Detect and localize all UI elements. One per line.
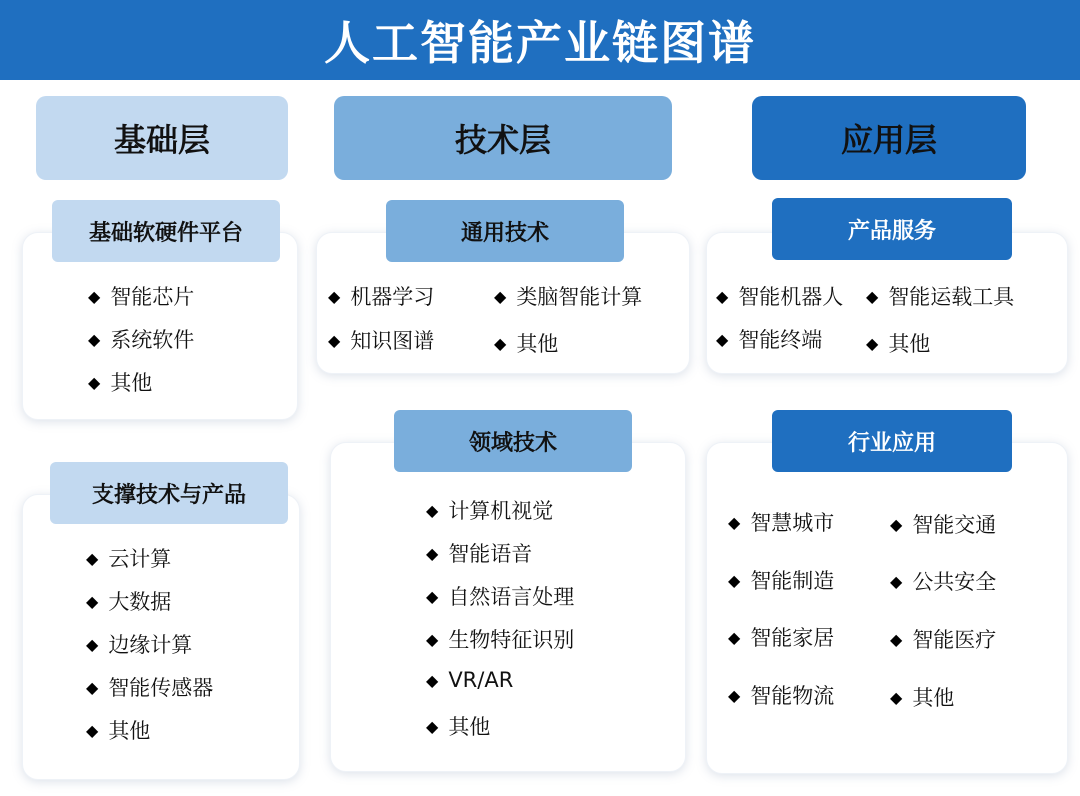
card-app-industry xyxy=(706,442,1068,774)
list-item: ◆ 其他 xyxy=(494,332,559,356)
list-item: ◆ 智能运载工具 xyxy=(866,285,1015,309)
diamond-bullet-icon: ◆ xyxy=(728,627,741,647)
list-item: ◆ 其他 xyxy=(426,715,491,739)
diamond-bullet-icon: ◆ xyxy=(426,629,439,649)
diamond-bullet-icon: ◆ xyxy=(728,570,741,590)
group-title-base-support: 支撑技术与产品 xyxy=(50,462,288,524)
diamond-bullet-icon: ◆ xyxy=(88,372,101,392)
diamond-bullet-icon: ◆ xyxy=(88,329,101,349)
list-item: ◆ 智能制造 xyxy=(728,569,835,593)
title-banner xyxy=(0,0,1080,80)
diamond-bullet-icon: ◆ xyxy=(728,685,741,705)
layer-header-tech: 技术层 xyxy=(334,96,672,180)
diamond-bullet-icon: ◆ xyxy=(86,591,99,611)
diamond-bullet-icon: ◆ xyxy=(328,286,341,306)
diamond-bullet-icon: ◆ xyxy=(86,677,99,697)
list-item: ◆ 智能终端 xyxy=(716,328,823,352)
diamond-bullet-icon: ◆ xyxy=(716,286,729,306)
diamond-bullet-icon: ◆ xyxy=(426,543,439,563)
layer-header-app: 应用层 xyxy=(752,96,1026,180)
list-item: ◆ 类脑智能计算 xyxy=(494,285,643,309)
diamond-bullet-icon: ◆ xyxy=(866,333,879,353)
list-item: ◆ 智能语音 xyxy=(426,542,533,566)
diamond-bullet-icon: ◆ xyxy=(494,286,507,306)
diamond-bullet-icon: ◆ xyxy=(86,548,99,568)
list-item: ◆ 智能医疗 xyxy=(890,628,997,652)
list-item: ◆ 智能芯片 xyxy=(88,285,195,309)
list-item: ◆ 边缘计算 xyxy=(86,633,193,657)
group-title-tech-domain: 领域技术 xyxy=(394,410,632,472)
list-item: ◆ 智能交通 xyxy=(890,513,997,537)
diamond-bullet-icon: ◆ xyxy=(866,286,879,306)
list-item: ◆ 其他 xyxy=(866,332,931,356)
group-title-tech-general: 通用技术 xyxy=(386,200,624,262)
list-item: ◆ 智能机器人 xyxy=(716,285,844,309)
list-item: ◆ 其他 xyxy=(88,371,153,395)
list-item: ◆ 生物特征识别 xyxy=(426,628,575,652)
page-title: 人工智能产业链图谱 xyxy=(324,16,756,70)
group-title-base-platform: 基础软硬件平台 xyxy=(52,200,280,262)
diamond-bullet-icon: ◆ xyxy=(426,586,439,606)
list-item: ◆ 系统软件 xyxy=(88,328,195,352)
list-item: ◆ 知识图谱 xyxy=(328,329,435,353)
list-item: ◆ 公共安全 xyxy=(890,570,997,594)
list-item: ◆ 智能家居 xyxy=(728,626,835,650)
list-item: ◆ 计算机视觉 xyxy=(426,499,554,523)
list-item: ◆ 机器学习 xyxy=(328,285,435,309)
list-item: ◆ 智能物流 xyxy=(728,684,835,708)
diamond-bullet-icon: ◆ xyxy=(890,629,903,649)
diamond-bullet-icon: ◆ xyxy=(86,634,99,654)
list-item: ◆ 其他 xyxy=(890,686,955,710)
group-title-app-industry: 行业应用 xyxy=(772,410,1012,472)
list-item: ◆ 智能传感器 xyxy=(86,676,214,700)
diamond-bullet-icon: ◆ xyxy=(426,716,439,736)
group-title-app-products: 产品服务 xyxy=(772,198,1012,260)
diamond-bullet-icon: ◆ xyxy=(890,687,903,707)
diamond-bullet-icon: ◆ xyxy=(328,330,341,350)
diamond-bullet-icon: ◆ xyxy=(494,333,507,353)
diamond-bullet-icon: ◆ xyxy=(890,514,903,534)
diamond-bullet-icon: ◆ xyxy=(426,670,439,690)
diamond-bullet-icon: ◆ xyxy=(426,500,439,520)
list-item: ◆ 其他 xyxy=(86,719,151,743)
list-item: ◆ 大数据 xyxy=(86,590,172,614)
diamond-bullet-icon: ◆ xyxy=(728,512,741,532)
list-item: ◆ VR/AR xyxy=(426,668,514,692)
diamond-bullet-icon: ◆ xyxy=(86,720,99,740)
list-item: ◆ 自然语言处理 xyxy=(426,585,575,609)
diamond-bullet-icon: ◆ xyxy=(88,286,101,306)
list-item: ◆ 云计算 xyxy=(86,547,172,571)
layer-header-base: 基础层 xyxy=(36,96,288,180)
diamond-bullet-icon: ◆ xyxy=(890,571,903,591)
list-item: ◆ 智慧城市 xyxy=(728,511,835,535)
diamond-bullet-icon: ◆ xyxy=(716,329,729,349)
